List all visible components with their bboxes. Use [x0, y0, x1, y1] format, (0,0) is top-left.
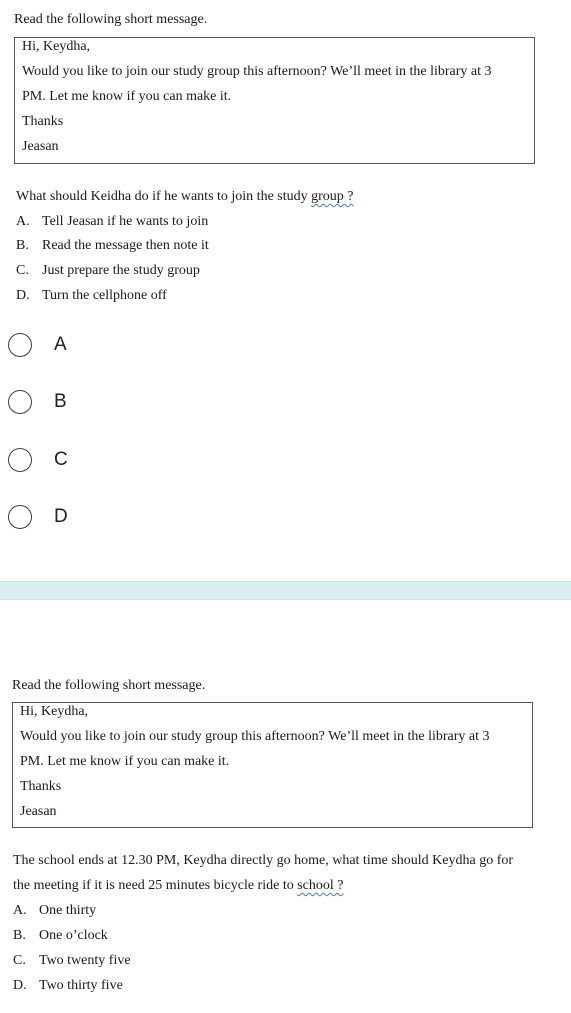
radio-circle-icon[interactable]: [8, 505, 32, 529]
option-text: Read the message then note it: [42, 238, 209, 253]
answer-radio-b[interactable]: [8, 387, 67, 417]
radio-circle-icon[interactable]: [8, 390, 32, 414]
q2-message-signature: Jeasan: [20, 804, 57, 819]
q1-message-line: Would you like to join our study group this afternoon? We’ll meet in the library at 3: [22, 64, 492, 79]
q1-question-underlined: group ?: [311, 189, 354, 204]
option-letter: A.: [13, 903, 27, 918]
option-letter: B.: [13, 928, 26, 943]
q1-option-a: [16, 213, 208, 231]
option-text: One thirty: [39, 903, 97, 918]
radio-circle-icon[interactable]: [8, 333, 32, 357]
option-letter: A.: [16, 214, 30, 229]
radio-circle-icon[interactable]: [8, 448, 32, 472]
q2-question-underlined: school ?: [297, 878, 344, 893]
option-letter: C.: [16, 263, 29, 278]
option-text: Two thirty five: [39, 978, 123, 993]
answer-radio-a[interactable]: [8, 330, 67, 360]
answer-radio-c[interactable]: [8, 445, 68, 475]
q1-option-c: [16, 262, 200, 280]
q1-question-text: What should Keidha do if he wants to join the study: [16, 189, 312, 204]
answer-label-b: B: [54, 391, 67, 412]
answer-label-a: A: [54, 334, 67, 355]
q2-option-b: [13, 927, 108, 945]
q2-question-line2: [13, 877, 343, 895]
q1-message-greeting: Hi, Keydha,: [22, 39, 91, 54]
q2-question-line1: The school ends at 12.30 PM, Keydha directly go home, what time should Keydha go for: [13, 853, 514, 868]
option-text: Tell Jeasan if he wants to join: [42, 214, 209, 229]
q1-option-b: [16, 237, 209, 255]
option-text: Just prepare the study group: [42, 263, 200, 278]
q2-option-a: [13, 902, 96, 920]
q2-option-c: [13, 952, 131, 970]
section-divider: [0, 581, 571, 600]
q2-message-line: PM. Let me know if you can make it.: [20, 754, 230, 769]
q2-message-greeting: Hi, Keydha,: [20, 704, 89, 719]
option-letter: B.: [16, 238, 29, 253]
q1-message-line: Thanks: [22, 114, 64, 129]
option-letter: D.: [13, 978, 27, 993]
q1-option-d: [16, 287, 167, 305]
option-text: Turn the cellphone off: [42, 288, 167, 303]
option-text: One o’clock: [39, 928, 108, 943]
q2-message-box: [12, 702, 533, 828]
q2-option-d: [13, 977, 123, 995]
q2-message-line: Would you like to join our study group this afternoon? We’ll meet in the library at 3: [20, 729, 490, 744]
q1-message-signature: Jeasan: [22, 139, 59, 154]
option-letter: C.: [13, 953, 26, 968]
answer-label-d: D: [54, 506, 68, 527]
q2-instruction: Read the following short message.: [12, 678, 206, 693]
q1-message-box: [14, 37, 535, 164]
q1-question: [16, 188, 354, 206]
answer-label-c: C: [54, 449, 68, 470]
q1-instruction: Read the following short message.: [14, 12, 208, 27]
option-letter: D.: [16, 288, 30, 303]
answer-radio-d[interactable]: [8, 502, 68, 532]
q1-message-line: PM. Let me know if you can make it.: [22, 89, 232, 104]
q2-question-text: the meeting if it is need 25 minutes bicycle ride to: [13, 878, 298, 893]
q2-message-line: Thanks: [20, 779, 62, 794]
option-text: Two twenty five: [39, 953, 131, 968]
